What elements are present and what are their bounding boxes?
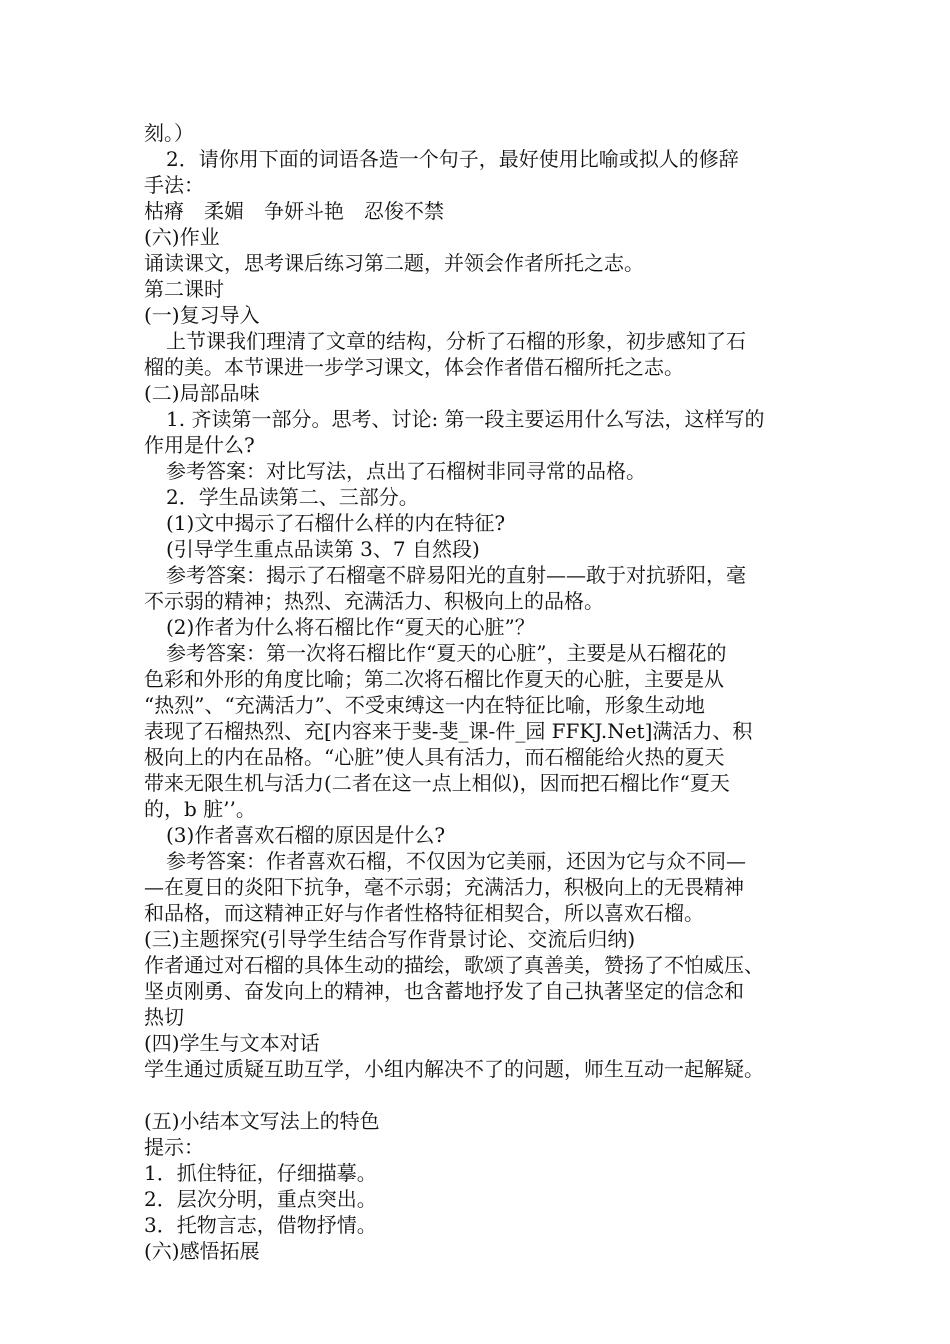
text-line: 榴的美。本节课进一步学习课文，体会作者借石榴所托之志。: [144, 355, 684, 379]
text-line: 作者通过对石榴的具体生动的描绘，歌颂了真善美，赞扬了不怕威压、: [144, 953, 764, 977]
section-heading: (五)小结本文写法上的特色: [144, 1109, 380, 1133]
section-heading: (二)局部品味: [144, 381, 260, 405]
text-line: 色彩和外形的角度比喻；第二次将石榴比作夏天的心脏，主要是从: [144, 667, 724, 691]
text-line: 参考答案：揭示了石榴毫不辟易阳光的直射——敢于对抗骄阳，毫: [166, 563, 746, 587]
text-line: 极向上的内在品格。“心脏”使人具有活力，而石榴能给火热的夏天: [144, 745, 725, 769]
section-heading: (六)作业: [144, 225, 220, 249]
blank-line: [144, 1082, 824, 1108]
text-line: 参考答案：作者喜欢石榴，不仅因为它美丽，还因为它与众不同—: [166, 849, 746, 873]
text-line: 2．请你用下面的词语各造一个句子，最好使用比喻或拟人的修辞: [166, 147, 739, 171]
lesson-heading: 第二课时: [144, 277, 224, 301]
text-line: —在夏日的炎阳下抗争，毫不示弱；充满活力，积极向上的无畏精神: [144, 875, 744, 899]
text-line: 坚贞刚勇、奋发向上的精神，也含蓄地抒发了自己执著坚定的信念和: [144, 979, 744, 1003]
text-line: 刻。）: [144, 121, 194, 145]
text-line: 2．学生品读第二、三部分。: [166, 485, 419, 509]
text-line: 上节课我们理清了文章的结构，分析了石榴的形象，初步感知了石: [166, 329, 746, 353]
text-line: 热切: [144, 1005, 184, 1029]
text-line: 参考答案：第一次将石榴比作“夏天的心脏”，主要是从石榴花的: [166, 641, 727, 665]
word-list-line: 枯瘠 柔媚 争妍斗艳 忍俊不禁: [144, 199, 444, 223]
text-line: (引导学生重点品读第 3、7 自然段): [166, 537, 480, 561]
section-heading: (一)复习导入: [144, 303, 260, 327]
text-line: 提示：: [144, 1135, 204, 1159]
section-heading: (四)学生与文本对话: [144, 1031, 320, 1055]
text-line: 不示弱的精神；热烈、充满活力、积极向上的品格。: [144, 589, 604, 613]
list-item: 1．抓住特征，仔细描摹。: [144, 1161, 377, 1185]
text-line: (2)作者为什么将石榴比作“夏天的心脏”？: [166, 615, 535, 639]
text-line: “热烈”、“充满活力”、不受束缚这一内在特征比喻，形象生动地: [144, 693, 705, 717]
list-item: 2．层次分明，重点突出。: [144, 1187, 377, 1211]
text-line: 1. 齐读第一部分。思考、讨论: 第一段主要运用什么写法，这样写的: [166, 407, 765, 431]
text-line: 手法：: [144, 173, 204, 197]
text-line: (1)文中揭示了石榴什么样的内在特征?: [166, 511, 506, 535]
text-line: 诵读课文，思考课后练习第二题，并领会作者所托之志。: [144, 251, 644, 275]
section-heading: (六)感悟拓展: [144, 1239, 260, 1263]
text-line: (3)作者喜欢石榴的原因是什么?: [166, 823, 446, 847]
text-line: 带来无限生机与活力(二者在这一点上相似)，因而把石榴比作“夏天: [144, 771, 730, 795]
text-line: 作用是什么?: [144, 433, 255, 457]
text-line: 表现了石榴热烈、充[内容来于斐-斐_课-件_园 FFKJ.Net]满活力、积: [144, 719, 753, 743]
list-item: 3．托物言志，借物抒情。: [144, 1213, 377, 1237]
text-line: 和品格，而这精神正好与作者性格特征相契合，所以喜欢石榴。: [144, 901, 704, 925]
text-line: 的，b 脏’’。: [144, 797, 256, 821]
section-heading: (三)主题探究(引导学生结合写作背景讨论、交流后归纳): [144, 927, 636, 951]
text-line: 学生通过质疑互助互学，小组内解决不了的问题，师生互动一起解疑。: [144, 1057, 764, 1081]
document-page: [144, 120, 824, 1264]
text-line: 参考答案：对比写法，点出了石榴树非同寻常的品格。: [166, 459, 646, 483]
